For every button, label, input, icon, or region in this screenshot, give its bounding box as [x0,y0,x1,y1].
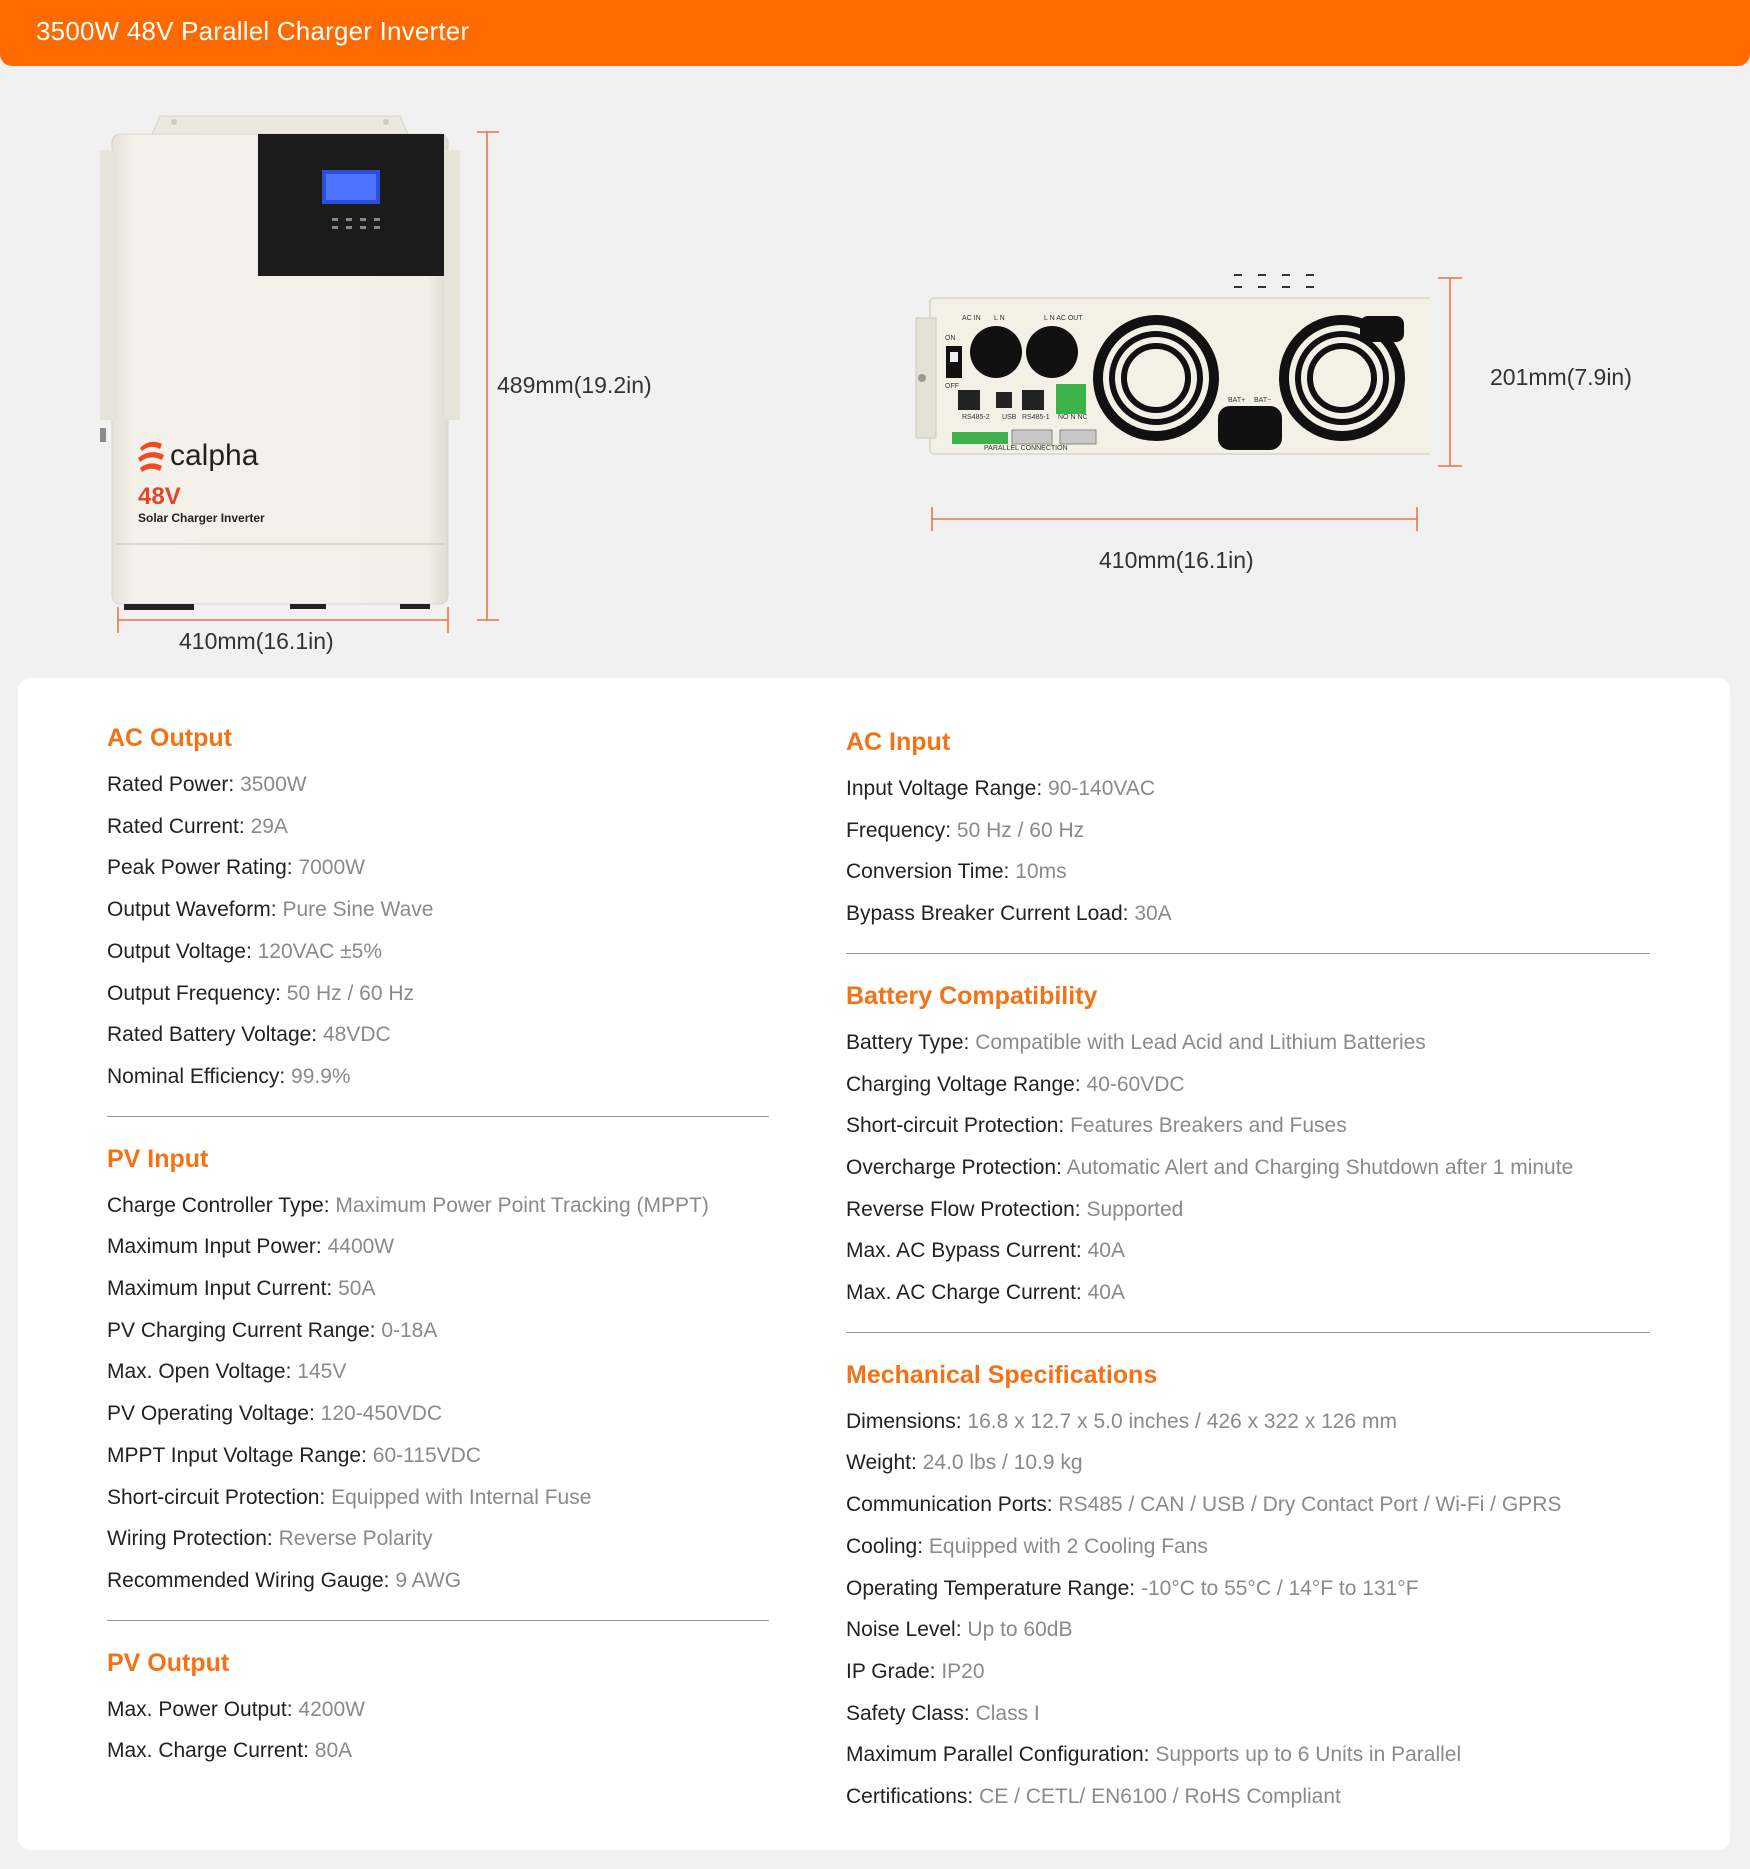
spec-label: Weight: [846,1451,917,1475]
spec-row [107,1393,769,1435]
spec-value: 40-60VDC [1086,1072,1185,1096]
section-divider [846,953,1650,954]
spec-value: 90-140VAC [1048,777,1156,800]
spec-row [846,1693,1650,1735]
spec-label: Operating Temperature Range: [846,1576,1136,1600]
ac-output-list [107,764,769,1098]
rs485-2-label: RS485-2 [962,414,990,421]
spec-label: Safety Class: [846,1701,970,1725]
spec-row [107,1730,769,1772]
spec-value: 24.0 lbs / 10.9 kg [922,1451,1083,1475]
header-banner [0,0,1750,66]
spec-row [107,931,769,973]
spec-value: 60-115VDC [372,1443,481,1467]
spec-label: Reverse Flow Protection: [846,1197,1081,1221]
spec-row [107,1014,769,1056]
spec-row [107,1477,769,1519]
spec-value: 0-18A [381,1318,438,1342]
spec-row [846,851,1650,893]
ln-label: L N [994,315,1005,322]
spec-row [846,1484,1650,1526]
battery-title: Battery Compatibility [846,981,1098,1010]
spec-value: 3500W [240,773,307,796]
spec-value: -10°C to 55°C / 14°F to 131°F [1140,1576,1419,1600]
spec-row [107,847,769,889]
spec-label: Wiring Protection: [107,1527,273,1551]
battery-section [846,980,1650,1314]
spec-label: Maximum Input Current: [107,1277,333,1301]
spec-value: 48VDC [322,1023,391,1047]
spec-value: 4200W [298,1697,365,1721]
spec-label: Cooling: [846,1534,924,1558]
voltage-label: 48V [138,483,181,510]
spec-row [846,1568,1650,1610]
spec-row [846,1230,1650,1272]
spec-label: Conversion Time: [846,860,1010,884]
ac-input-title: AC Input [846,728,951,756]
switch-off-label: OFF [945,383,959,390]
spec-label: Battery Type: [846,1030,970,1054]
spec-row [107,1351,769,1393]
ac-in-label: AC IN [962,315,981,322]
page-title: 3500W 48V Parallel Charger Inverter [36,16,470,46]
spec-label: IP Grade: [846,1659,936,1683]
spec-value: 40A [1087,1281,1125,1305]
section-divider [107,1116,769,1117]
spec-row [846,1651,1650,1693]
product-hero [0,66,1750,678]
mechanical-title: Mechanical Specifications [846,1360,1158,1389]
mechanical-list [846,1401,1650,1818]
spec-row [846,1609,1650,1651]
spec-label: Max. AC Charge Current: [846,1281,1082,1305]
spec-value: Features Breakers and Fuses [1070,1114,1347,1138]
spec-row [107,764,769,806]
spec-label: Rated Battery Voltage: [107,1023,318,1047]
spec-value: 120VAC ±5% [257,939,382,963]
spec-label: Short-circuit Protection: [846,1114,1065,1138]
bottom-width-label: 410mm(16.1in) [1099,547,1254,573]
spec-row [107,1226,769,1268]
specs-right-column [846,726,1650,1818]
pv-input-list [107,1185,769,1602]
spec-label: Charge Controller Type: [107,1193,330,1217]
spec-row [107,1518,769,1560]
spec-value: IP20 [941,1659,985,1683]
spec-label: Output Waveform: [107,898,277,922]
ac-input-section [846,726,1650,935]
spec-label: Recommended Wiring Gauge: [107,1568,390,1592]
spec-value: Supported [1086,1197,1184,1221]
spec-row [846,1526,1650,1568]
spec-label: Short-circuit Protection: [107,1485,326,1509]
spec-label: Input Voltage Range: [846,777,1043,800]
section-divider [107,1620,769,1621]
spec-value: 30A [1134,902,1172,926]
dry-contact-label: NO N NC [1058,414,1088,421]
spec-label: MPPT Input Voltage Range: [107,1443,367,1467]
spec-label: Max. Power Output: [107,1697,293,1721]
spec-row [846,1022,1650,1064]
product-label: Solar Charger Inverter [138,511,265,525]
spec-label: Output Voltage: [107,939,252,963]
spec-value: 10ms [1015,860,1067,884]
spec-label: Nominal Efficiency: [107,1064,286,1088]
spec-row [107,889,769,931]
spec-label: Dimensions: [846,1409,962,1433]
spec-row [846,893,1650,935]
spec-value: Equipped with 2 Cooling Fans [928,1534,1208,1558]
spec-row [107,1185,769,1227]
spec-value: 50 Hz / 60 Hz [956,818,1085,842]
front-dimension-lines [0,66,1750,678]
spec-value: 4400W [327,1235,395,1259]
ac-out-label: L N AC OUT [1044,315,1083,322]
spec-label: Peak Power Rating: [107,856,293,880]
bottom-depth-label: 201mm(7.9in) [1490,364,1632,390]
spec-value: 29A [250,814,288,838]
bat-neg-label: BAT− [1254,397,1272,404]
spec-label: Charging Voltage Range: [846,1072,1081,1096]
spec-label: Frequency: [846,818,952,842]
spec-label: Communication Ports: [846,1493,1053,1517]
spec-value: 40A [1087,1239,1125,1263]
spec-row [846,1442,1650,1484]
brand-logo: calpha [170,439,259,472]
spec-value: 7000W [298,856,365,880]
spec-row [107,1268,769,1310]
specifications-card [18,678,1730,1850]
spec-value: Supports up to 6 Units in Parallel [1155,1743,1462,1767]
front-width-label: 410mm(16.1in) [179,628,334,654]
spec-label: Certifications: [846,1785,974,1809]
pv-input-title: PV Input [107,1144,209,1173]
section-divider [846,1332,1650,1333]
spec-label: PV Charging Current Range: [107,1318,376,1342]
spec-value: Up to 60dB [967,1618,1073,1642]
spec-row [107,1435,769,1477]
spec-label: Max. Open Voltage: [107,1360,292,1384]
spec-value: Pure Sine Wave [282,898,434,922]
spec-label: Overcharge Protection: [846,1155,1062,1179]
spec-label: Bypass Breaker Current Load: [846,902,1129,926]
spec-label: Maximum Input Power: [107,1235,322,1259]
spec-row [107,973,769,1015]
spec-row [846,1105,1650,1147]
spec-value: 16.8 x 12.7 x 5.0 inches / 426 x 322 x 126 mm [967,1409,1397,1433]
pv-output-section [107,1647,769,1772]
parallel-connection-label: PARALLEL CONNECTION [984,445,1068,452]
spec-row [846,768,1650,810]
usb-label: USB [1002,414,1017,421]
spec-label: Output Frequency: [107,981,281,1005]
spec-value: Class I [975,1701,1040,1725]
pv-output-title: PV Output [107,1648,230,1677]
bat-pos-label: BAT+ [1228,397,1246,404]
spec-row [107,806,769,848]
spec-value: 80A [314,1739,353,1763]
spec-label: PV Operating Voltage: [107,1402,315,1426]
spec-row [107,1689,769,1731]
spec-row [846,1401,1650,1443]
ac-input-list [846,768,1650,935]
spec-value: Equipped with Internal Fuse [331,1485,592,1509]
spec-value: 120-450VDC [320,1402,443,1426]
spec-row [846,1147,1650,1189]
ac-output-section [107,722,769,1098]
spec-row [846,1272,1650,1314]
spec-row [107,1560,769,1602]
spec-row [846,810,1650,852]
front-height-label: 489mm(19.2in) [497,372,652,398]
spec-label: Max. AC Bypass Current: [846,1239,1082,1263]
spec-row [107,1056,769,1098]
spec-value: 9 AWG [395,1568,462,1592]
spec-value: CE / CETL/ EN6100 / RoHS Compliant [979,1785,1341,1809]
rs485-1-label: RS485-1 [1022,414,1050,421]
spec-row [846,1189,1650,1231]
spec-value: RS485 / CAN / USB / Dry Contact Port / Wi-Fi / GPRS [1058,1493,1562,1517]
mechanical-section [846,1359,1650,1818]
switch-on-label: ON [945,335,956,342]
pv-input-section [107,1143,769,1602]
spec-value: Compatible with Lead Acid and Lithium Batteries [975,1030,1426,1054]
spec-row [846,1734,1650,1776]
spec-label: Max. Charge Current: [107,1739,309,1763]
spec-value: 145V [297,1360,347,1384]
spec-value: Maximum Power Point Tracking (MPPT) [335,1193,709,1217]
inverter-bottom-image [910,266,1430,466]
spec-row [846,1776,1650,1818]
spec-label: Maximum Parallel Configuration: [846,1743,1150,1767]
spec-row [107,1310,769,1352]
spec-label: Noise Level: [846,1618,962,1642]
spec-label: Rated Current: [107,814,245,838]
spec-value: 99.9% [291,1064,351,1088]
ac-output-title: AC Output [107,724,232,752]
spec-value: 50 Hz / 60 Hz [286,981,415,1005]
spec-label: Rated Power: [107,773,235,796]
battery-list [846,1022,1650,1314]
spec-row [846,1064,1650,1106]
pv-output-list [107,1689,769,1772]
specs-left-column [107,722,769,1772]
spec-value: Automatic Alert and Charging Shutdown after 1 minute [1066,1155,1574,1179]
spec-value: Reverse Polarity [278,1527,433,1551]
spec-value: 50A [338,1277,376,1301]
